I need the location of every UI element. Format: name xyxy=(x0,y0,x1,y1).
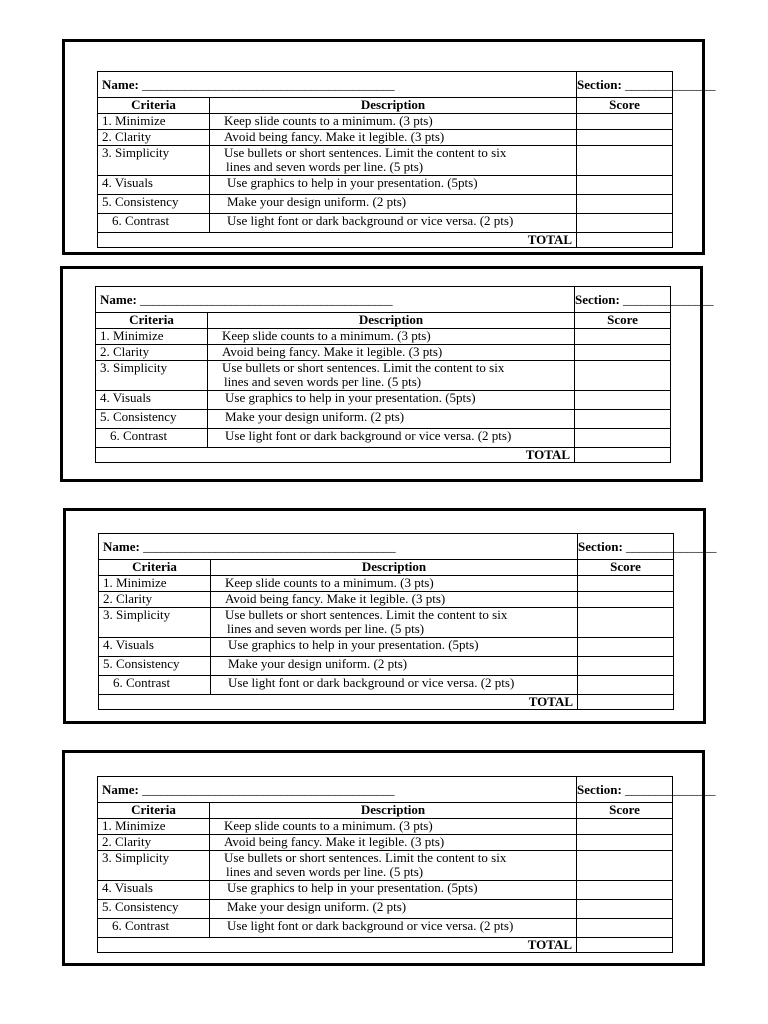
description-cell: Make your design uniform. (2 pts) xyxy=(210,900,577,919)
criteria-cell: 6. Contrast xyxy=(98,919,210,938)
criteria-header: Criteria xyxy=(98,803,210,819)
criteria-row xyxy=(98,146,673,176)
criteria-row xyxy=(98,114,673,130)
name-cell[interactable] xyxy=(98,777,577,803)
criteria-row xyxy=(96,410,671,429)
description-cell: Use light font or dark background or vice versa. (2 pts) xyxy=(210,214,577,233)
description-cell: Make your design uniform. (2 pts) xyxy=(210,195,577,214)
section-blank[interactable]: _______________ xyxy=(626,538,717,554)
description-cell: Avoid being fancy. Make it legible. (3 pts) xyxy=(211,592,578,608)
description-line-2: lines and seven words per line. (5 pts) xyxy=(226,159,424,174)
name-section-row xyxy=(98,72,673,98)
section-label: Section: xyxy=(575,291,620,307)
total-row xyxy=(98,233,673,248)
total-score-cell[interactable] xyxy=(575,448,671,463)
score-cell[interactable] xyxy=(577,851,673,881)
rubric-table xyxy=(95,286,714,463)
total-label: TOTAL xyxy=(98,938,577,953)
criteria-cell: 4. Visuals xyxy=(99,638,211,657)
name-cell[interactable] xyxy=(96,287,575,313)
criteria-row xyxy=(98,819,673,835)
rubric-card-4 xyxy=(62,750,716,966)
description-cell: Keep slide counts to a minimum. (3 pts) xyxy=(208,329,575,345)
description-cell: Use graphics to help in your presentation. (5pts) xyxy=(210,176,577,195)
name-cell[interactable] xyxy=(99,534,578,560)
criteria-cell: 2. Clarity xyxy=(99,592,211,608)
description-cell: Keep slide counts to a minimum. (3 pts) xyxy=(210,819,577,835)
header-row xyxy=(96,313,671,329)
criteria-row xyxy=(98,851,673,881)
criteria-cell: 6. Contrast xyxy=(99,676,211,695)
description-cell: Avoid being fancy. Make it legible. (3 pts) xyxy=(210,835,577,851)
criteria-row xyxy=(96,391,671,410)
score-cell[interactable] xyxy=(577,900,673,919)
description-cell: Keep slide counts to a minimum. (3 pts) xyxy=(211,576,578,592)
criteria-row xyxy=(99,608,674,638)
description-cell: Avoid being fancy. Make it legible. (3 pts) xyxy=(210,130,577,146)
total-label: TOTAL xyxy=(98,233,577,248)
score-cell[interactable] xyxy=(577,195,673,214)
criteria-row xyxy=(99,657,674,676)
name-blank[interactable]: __________________________________________ xyxy=(142,781,395,797)
score-header: Score xyxy=(578,560,674,576)
criteria-row xyxy=(99,638,674,657)
name-blank[interactable]: __________________________________________ xyxy=(140,291,393,307)
name-label: Name: xyxy=(102,76,139,92)
criteria-cell: 3. Simplicity xyxy=(98,146,210,176)
score-cell[interactable] xyxy=(578,657,674,676)
section-cell[interactable] xyxy=(575,287,714,313)
description-header: Description xyxy=(210,803,577,819)
criteria-row xyxy=(99,592,674,608)
criteria-row xyxy=(98,176,673,195)
criteria-header: Criteria xyxy=(99,560,211,576)
score-cell[interactable] xyxy=(577,919,673,938)
description-cell xyxy=(210,851,577,881)
description-line-1: Use bullets or short sentences. Limit the content to six xyxy=(225,607,508,622)
score-cell[interactable] xyxy=(575,361,671,391)
score-cell[interactable] xyxy=(575,345,671,361)
description-cell xyxy=(211,608,578,638)
description-cell: Make your design uniform. (2 pts) xyxy=(211,657,578,676)
header-row xyxy=(99,560,674,576)
total-row xyxy=(98,938,673,953)
criteria-row xyxy=(96,329,671,345)
name-label: Name: xyxy=(103,538,140,554)
score-cell[interactable] xyxy=(577,146,673,176)
rubric-table xyxy=(97,776,716,953)
criteria-row xyxy=(96,345,671,361)
description-line-1: Use bullets or short sentences. Limit the content to six xyxy=(224,850,507,865)
criteria-row xyxy=(96,361,671,391)
criteria-cell: 5. Consistency xyxy=(96,410,208,429)
description-cell: Keep slide counts to a minimum. (3 pts) xyxy=(210,114,577,130)
score-cell[interactable] xyxy=(577,819,673,835)
criteria-cell: 6. Contrast xyxy=(98,214,210,233)
criteria-cell: 3. Simplicity xyxy=(99,608,211,638)
score-cell[interactable] xyxy=(577,881,673,900)
score-cell[interactable] xyxy=(578,676,674,695)
section-cell[interactable] xyxy=(577,72,716,98)
score-header: Score xyxy=(577,803,673,819)
total-score-cell[interactable] xyxy=(577,233,673,248)
criteria-cell: 1. Minimize xyxy=(99,576,211,592)
criteria-header: Criteria xyxy=(98,98,210,114)
total-label: TOTAL xyxy=(99,695,578,710)
description-header: Description xyxy=(210,98,577,114)
section-blank[interactable]: _______________ xyxy=(625,76,716,92)
description-cell: Use graphics to help in your presentation. (5pts) xyxy=(208,391,575,410)
description-cell: Make your design uniform. (2 pts) xyxy=(208,410,575,429)
section-label: Section: xyxy=(578,538,623,554)
description-cell: Use graphics to help in your presentation. (5pts) xyxy=(210,881,577,900)
description-line-1: Use bullets or short sentences. Limit the content to six xyxy=(222,360,505,375)
score-cell[interactable] xyxy=(578,608,674,638)
name-label: Name: xyxy=(102,781,139,797)
criteria-cell: 2. Clarity xyxy=(96,345,208,361)
score-header: Score xyxy=(575,313,671,329)
score-cell[interactable] xyxy=(575,410,671,429)
score-cell[interactable] xyxy=(578,592,674,608)
criteria-row xyxy=(98,130,673,146)
score-cell[interactable] xyxy=(577,130,673,146)
description-cell: Use light font or dark background or vice versa. (2 pts) xyxy=(208,429,575,448)
criteria-cell: 4. Visuals xyxy=(98,176,210,195)
criteria-cell: 2. Clarity xyxy=(98,835,210,851)
description-line-2: lines and seven words per line. (5 pts) xyxy=(224,374,422,389)
criteria-row xyxy=(96,429,671,448)
name-blank[interactable]: __________________________________________ xyxy=(142,76,395,92)
header-row xyxy=(98,803,673,819)
description-cell xyxy=(208,361,575,391)
name-label: Name: xyxy=(100,291,137,307)
description-cell: Avoid being fancy. Make it legible. (3 pts) xyxy=(208,345,575,361)
criteria-cell: 5. Consistency xyxy=(98,195,210,214)
description-cell: Use graphics to help in your presentation. (5pts) xyxy=(211,638,578,657)
criteria-row xyxy=(99,576,674,592)
score-cell[interactable] xyxy=(575,391,671,410)
header-row xyxy=(98,98,673,114)
description-cell: Use light font or dark background or vice versa. (2 pts) xyxy=(211,676,578,695)
section-blank[interactable]: _______________ xyxy=(623,291,714,307)
criteria-row xyxy=(98,919,673,938)
section-label: Section: xyxy=(577,76,622,92)
criteria-cell: 1. Minimize xyxy=(98,819,210,835)
criteria-cell: 4. Visuals xyxy=(96,391,208,410)
description-line-1: Use bullets or short sentences. Limit the content to six xyxy=(224,145,507,160)
rubric-table xyxy=(97,71,716,248)
total-label: TOTAL xyxy=(96,448,575,463)
section-blank[interactable]: _______________ xyxy=(625,781,716,797)
section-cell[interactable] xyxy=(578,534,717,560)
total-score-cell[interactable] xyxy=(577,938,673,953)
score-cell[interactable] xyxy=(577,114,673,130)
criteria-header: Criteria xyxy=(96,313,208,329)
total-score-cell[interactable] xyxy=(578,695,674,710)
name-section-row xyxy=(96,287,671,313)
criteria-row xyxy=(98,214,673,233)
score-cell[interactable] xyxy=(577,835,673,851)
section-cell[interactable] xyxy=(577,777,716,803)
description-line-2: lines and seven words per line. (5 pts) xyxy=(226,864,424,879)
score-cell[interactable] xyxy=(577,176,673,195)
section-label: Section: xyxy=(577,781,622,797)
score-cell[interactable] xyxy=(575,329,671,345)
score-cell[interactable] xyxy=(577,214,673,233)
description-header: Description xyxy=(208,313,575,329)
criteria-cell: 2. Clarity xyxy=(98,130,210,146)
rubric-card-1 xyxy=(62,39,716,255)
criteria-row xyxy=(98,881,673,900)
criteria-row xyxy=(98,835,673,851)
criteria-cell: 6. Contrast xyxy=(96,429,208,448)
total-row xyxy=(99,695,674,710)
criteria-cell: 5. Consistency xyxy=(99,657,211,676)
criteria-cell: 5. Consistency xyxy=(98,900,210,919)
name-cell[interactable] xyxy=(98,72,577,98)
criteria-cell: 3. Simplicity xyxy=(98,851,210,881)
score-cell[interactable] xyxy=(578,638,674,657)
name-section-row xyxy=(98,777,673,803)
criteria-row xyxy=(99,676,674,695)
criteria-row xyxy=(98,195,673,214)
name-section-row xyxy=(99,534,674,560)
name-blank[interactable]: __________________________________________ xyxy=(143,538,396,554)
description-cell: Use light font or dark background or vice versa. (2 pts) xyxy=(210,919,577,938)
score-cell[interactable] xyxy=(575,429,671,448)
rubric-card-2 xyxy=(60,266,714,482)
description-cell xyxy=(210,146,577,176)
criteria-row xyxy=(98,900,673,919)
rubric-table xyxy=(98,533,717,710)
description-header: Description xyxy=(211,560,578,576)
rubric-card-3 xyxy=(63,508,717,724)
criteria-cell: 1. Minimize xyxy=(98,114,210,130)
total-row xyxy=(96,448,671,463)
score-header: Score xyxy=(577,98,673,114)
score-cell[interactable] xyxy=(578,576,674,592)
criteria-cell: 3. Simplicity xyxy=(96,361,208,391)
criteria-cell: 1. Minimize xyxy=(96,329,208,345)
criteria-cell: 4. Visuals xyxy=(98,881,210,900)
description-line-2: lines and seven words per line. (5 pts) xyxy=(227,621,425,636)
